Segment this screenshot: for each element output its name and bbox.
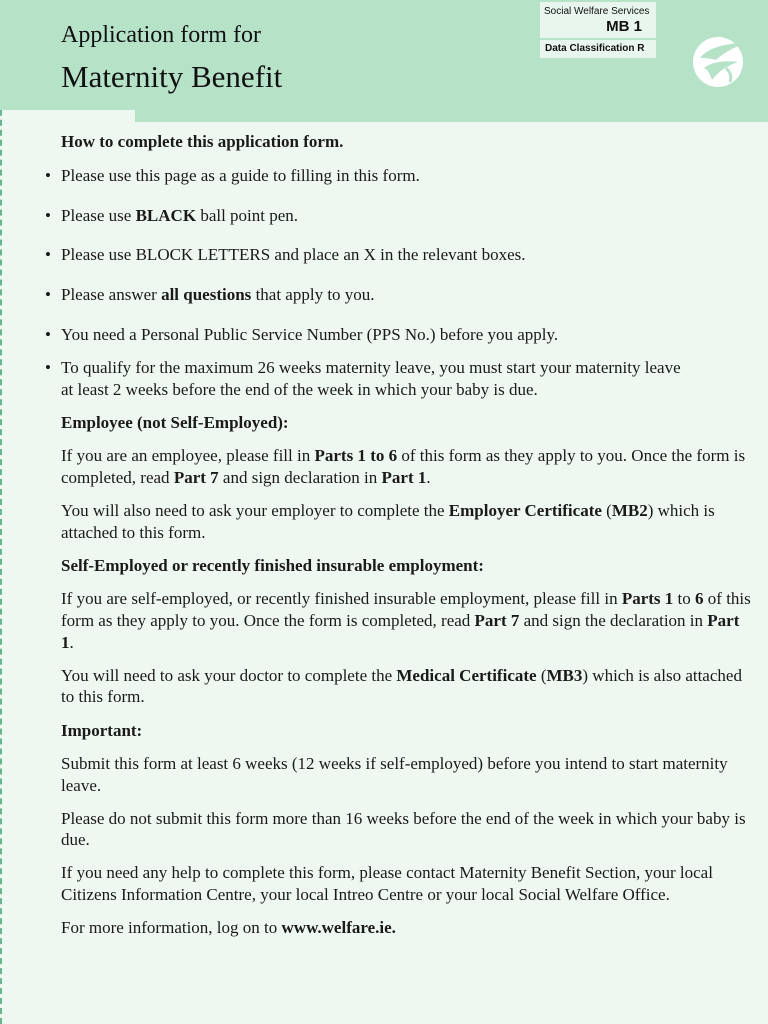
form-title: Maternity Benefit — [61, 59, 283, 94]
data-classification-box — [540, 40, 656, 58]
instruction-bullet: • Please use BLACK ball point pen. — [45, 205, 299, 225]
instructions-content — [45, 131, 753, 939]
more-info-paragraph: For more information, log on to www.welfare.ie. — [61, 917, 396, 937]
form-title-prefix: Application form for — [61, 22, 261, 48]
data-classification: Data Classification R — [545, 43, 645, 54]
help-contact-paragraph: If you need any help to complete this form, please contact Maternity Benefit Section, your local Citizens Information Centre, your local Intreo Centre or your local Social Welfare Office. — [61, 863, 713, 904]
instruction-bullet: • Please use BLOCK LETTERS and place an X in the relevant boxes. — [45, 245, 526, 265]
welfare-website-link[interactable]: www.welfare.ie. — [281, 917, 396, 937]
form-reference-box — [540, 2, 656, 38]
harp-bird-logo-icon — [686, 28, 750, 90]
form-code: MB 1 — [606, 18, 642, 35]
important-deadline-paragraph: Please do not submit this form more than 16 weeks before the end of the week in which your baby is due. — [61, 808, 746, 850]
header-strip — [135, 108, 768, 122]
perforation-line — [0, 0, 4, 1024]
service-name: Social Welfare Services — [544, 6, 650, 17]
medical-certificate-paragraph: You will need to ask your doctor to complete the Medical Certificate (MB3) which is also attached to this form. — [61, 665, 742, 707]
self-employed-paragraph: If you are self-employed, or recently finished insurable employment, please fill in Parts 1 to 6 of this form as they apply to you. Once the form is completed, read Part 7 and sign the declaration in Part 1. — [61, 589, 751, 652]
header-band — [0, 0, 768, 110]
instruction-bullet: • You need a Personal Public Service Number (PPS No.) before you apply. — [45, 324, 559, 344]
instruction-bullet: • Please use this page as a guide to filling in this form. — [45, 165, 420, 185]
employee-heading: Employee (not Self-Employed): — [61, 413, 289, 433]
bullet-dot: • — [45, 205, 51, 225]
bullet-dot: • — [45, 285, 51, 305]
important-submit-paragraph: Submit this form at least 6 weeks (12 weeks if self-employed) before you intend to start maternity leave. — [61, 753, 728, 795]
bullet-dot: • — [45, 245, 51, 265]
self-employed-heading: Self-Employed or recently finished insurable employment: — [61, 556, 484, 576]
important-heading: Important: — [61, 721, 143, 741]
employer-certificate-paragraph: You will also need to ask your employer to complete the Employer Certificate (MB2) which is attached to this form. — [61, 500, 715, 542]
bullet-dot: • — [45, 357, 51, 377]
instruction-bullet: • Please answer all questions that apply to you. — [45, 285, 375, 305]
instruction-bullet: • To qualify for the maximum 26 weeks maternity leave, you must start your maternity leave at least 2 weeks before the end of the week in which your baby is due. — [45, 357, 681, 399]
bullet-dot: • — [45, 324, 51, 344]
instructions-heading: How to complete this application form. — [61, 132, 344, 151]
bullet-dot: • — [45, 165, 51, 185]
employee-paragraph: If you are an employee, please fill in Parts 1 to 6 of this form as they apply to you. Once the form is completed, read Part 7 and sign declaration in Part 1. — [61, 446, 746, 487]
